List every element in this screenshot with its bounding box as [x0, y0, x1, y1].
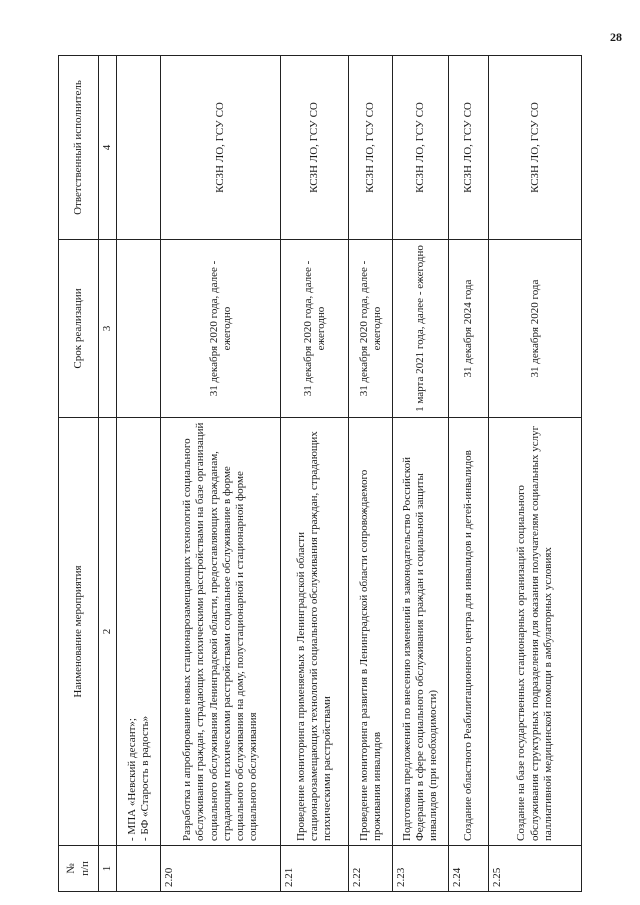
continuation-number-cell [117, 846, 161, 892]
row-number: 2.24 [449, 846, 489, 892]
rotated-page [58, 56, 581, 892]
row-number: 2.20 [161, 846, 281, 892]
col-number-4: 4 [99, 56, 117, 240]
row-name: Создание на базе государственных стационарных организаций социального обслуживания структурных подразделения для оказания получателям социальных услуг паллиативной медицинской помощи в амбулаторных условиях [489, 418, 582, 846]
row-name: Проведение мониторинга развития в Ленинградской области сопровождаемого проживания инвалидов [349, 418, 393, 846]
column-numbers-row [99, 56, 117, 892]
row-responsible: КСЗН ЛО, ГСУ СО [449, 56, 489, 240]
table-row [349, 56, 393, 892]
page-number: 28 [610, 30, 622, 44]
row-responsible: КСЗН ЛО, ГСУ СО [161, 56, 281, 240]
header-responsible: Ответственный исполнитель [59, 56, 99, 240]
row-name: Проведение мониторинга применяемых в Ленинградской области стационарозамещающих технологий социального обслуживания граждан, страдающих психическими расстройствами [281, 418, 349, 846]
rotated-table-area [58, 56, 581, 892]
row-term: 31 декабря 2020 года, далее - ежегодно [281, 240, 349, 418]
table-row [449, 56, 489, 892]
table-row [393, 56, 449, 892]
header-name: Наименование мероприятия [59, 418, 99, 846]
header-term: Срок реализации [59, 240, 99, 418]
row-term: 31 декабря 2024 года [449, 240, 489, 418]
row-responsible: КСЗН ЛО, ГСУ СО [393, 56, 449, 240]
table-row [161, 56, 281, 892]
row-number: 2.22 [349, 846, 393, 892]
col-number-1: 1 [99, 846, 117, 892]
table-row [489, 56, 582, 892]
continuation-term-cell [117, 240, 161, 418]
row-term: 31 декабря 2020 года, далее - ежегодно [349, 240, 393, 418]
col-number-3: 3 [99, 240, 117, 418]
continuation-responsible-cell [117, 56, 161, 240]
row-term: 31 декабря 2020 года, далее - ежегодно [161, 240, 281, 418]
measures-table [58, 55, 582, 892]
header-row [59, 56, 99, 892]
row-responsible: КСЗН ЛО, ГСУ СО [349, 56, 393, 240]
continuation-row [117, 56, 161, 892]
col-number-2: 2 [99, 418, 117, 846]
header-number: № п/п [59, 846, 99, 892]
row-term: 1 марта 2021 года, далее - ежегодно [393, 240, 449, 418]
row-name: Создание областного Реабилитационного центра для инвалидов и детей-инвалидов [449, 418, 489, 846]
row-name: Подготовка предложений по внесению изменений в законодательство Российской Федерации в сфере социального обслуживания граждан и социальной защиты инвалидов (при необходимости) [393, 418, 449, 846]
row-responsible: КСЗН ЛО, ГСУ СО [281, 56, 349, 240]
row-number: 2.25 [489, 846, 582, 892]
continuation-text: - МПА «Невский десант»; - БФ «Старость в радость» [117, 418, 161, 846]
row-number: 2.21 [281, 846, 349, 892]
table-row [281, 56, 349, 892]
row-responsible: КСЗН ЛО, ГСУ СО [489, 56, 582, 240]
row-term: 31 декабря 2020 года [489, 240, 582, 418]
row-name: Разработка и апробирование новых стационарозамещающих технологий социального обслуживания граждан, страдающих психическими расстройствами на базе организаций социального обслуживания Ленинградской области, предоставляющих гражданам, страдающим психическими расстройствами социальное обслуживание в форме социального обслуживания на дому, полустационарной и стационарной форме социального обслуживания [161, 418, 281, 846]
row-number: 2.23 [393, 846, 449, 892]
